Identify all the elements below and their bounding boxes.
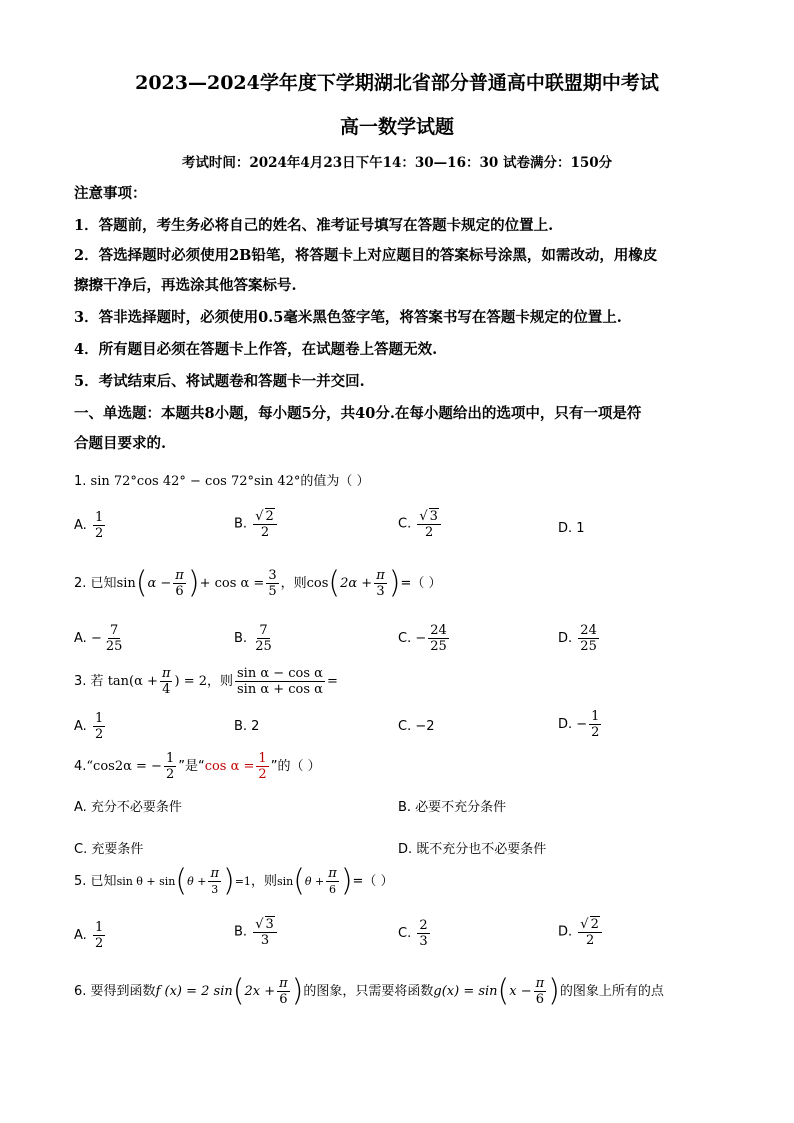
question-number: 2. bbox=[74, 576, 87, 591]
question-4: 4.“cos2α = − $\frac{1}{2}$ ”是“cos α = $\frac{1}{2}$ ”的（ ） bbox=[74, 751, 321, 782]
section-heading: 一、单选题：本题共8小题，每小题5分，共40分.在每小题给出的选项中，只有一项是符 bbox=[74, 405, 642, 422]
fraction: $\frac{√ 2}{2}$ bbox=[253, 508, 277, 540]
q2-option-b: B. $\frac{7}{25}$ bbox=[234, 623, 272, 654]
q3-option-a: A. $\frac{1}{2}$ bbox=[74, 711, 104, 742]
q4-option-b: B. 必要不充分条件 bbox=[398, 800, 507, 815]
notes-heading: 注意事项： bbox=[74, 185, 147, 202]
q5-option-a: A. $\frac{1}{2}$ bbox=[74, 920, 104, 951]
fraction: $\frac{√ 3}{2}$ bbox=[417, 508, 441, 540]
option-label: A. bbox=[74, 518, 87, 533]
q2-option-d: D. $\frac{24}{25}$ bbox=[558, 623, 597, 654]
note-2: 2．答选择题时必须使用2B铅笔，将答题卡上对应题目的答案标号涂黑，如需改动，用橡皮 bbox=[74, 247, 658, 264]
question-3: 3. 若 tan(α + $\frac{\pi}{4}$ ) = 2，则 $\frac{\text{sin α − cos α}}{\text{sin α + cos α}}$ = bbox=[74, 666, 338, 697]
q4-option-a: A. 充分不必要条件 bbox=[74, 800, 182, 815]
note-5: 5．考试结束后、将试题卷和答题卡一并交回. bbox=[74, 373, 365, 390]
q1-option-c bbox=[398, 508, 443, 540]
question-number: 4. bbox=[74, 759, 87, 774]
q2-option-c: C. − $\frac{24}{25}$ bbox=[398, 623, 447, 654]
q3-option-c: C. −2 bbox=[398, 719, 435, 734]
question-number: 3. bbox=[74, 674, 87, 689]
exam-title: 2023—2024学年度下学期湖北省部分普通高中联盟期中考试 bbox=[135, 72, 659, 94]
exam-info: 考试时间：2024年4月23日下午14：30—16：30 试卷满分：150分 bbox=[181, 155, 613, 171]
q1-option-b bbox=[234, 508, 279, 540]
question-stem: 的值为（ ） bbox=[300, 474, 370, 489]
q1-option-d: D. 1 bbox=[558, 521, 585, 536]
q4-option-d: D. 既不充分也不必要条件 bbox=[398, 842, 547, 857]
note-2-cont: 擦擦干净后，再选涂其他答案标号. bbox=[74, 277, 297, 294]
q2-option-a: A. − $\frac{7}{25}$ bbox=[74, 623, 123, 654]
note-1: 1．答题前，考生务必将自己的姓名、准考证号填写在答题卡规定的位置上. bbox=[74, 217, 554, 234]
q3-option-d: D. − $\frac{1}{2}$ bbox=[558, 709, 600, 740]
option-label: B. bbox=[234, 516, 248, 532]
math-expression: sin 72°cos 42° − cos 72°sin 42° bbox=[90, 474, 301, 489]
question-6: 6. 要得到函数f (x) = 2 sin(2x + $\frac{\pi}{6}$ )的图象，只需要将函数g(x) = sin(x − $\frac{\pi}{6}$ )的图象上所有的点 bbox=[74, 973, 664, 1009]
fraction: $\frac{1}{2}$ bbox=[94, 510, 104, 541]
section-heading-cont: 合题目要求的. bbox=[74, 435, 167, 452]
question-2: 2. 已知sin(α − $\frac{\pi}{6}$ )+ cos α = $\frac{3}{5}$ ，则cos(2α + $\frac{\pi}{3}$ )=（ ） bbox=[74, 565, 442, 601]
exam-subtitle: 高一数学试题 bbox=[339, 116, 454, 138]
q3-option-b: B. 2 bbox=[234, 719, 260, 734]
question-5: 5. 已知sin θ + sin(θ + $\frac{\pi}{3}$ )=1，则sin(θ + $\frac{\pi}{6}$ )=（ ） bbox=[74, 863, 394, 899]
q5-option-b: B. $\frac{√ 3}{3}$ bbox=[234, 916, 279, 948]
question-number: 6. bbox=[74, 984, 87, 999]
question-1 bbox=[74, 470, 370, 489]
question-number: 5. bbox=[74, 874, 87, 889]
q5-option-c: C. $\frac{2}{3}$ bbox=[398, 918, 428, 949]
question-number: 1. bbox=[74, 474, 87, 489]
q1-option-a bbox=[74, 510, 107, 541]
note-4: 4．所有题目必须在答题卡上作答，在试题卷上答题无效. bbox=[74, 341, 438, 358]
option-label: C. bbox=[398, 516, 412, 532]
q4-option-c: C. 充要条件 bbox=[74, 842, 144, 857]
q5-option-d: D. $\frac{√ 2}{2}$ bbox=[558, 916, 604, 948]
note-3: 3．答非选择题时，必须使用0.5毫米黑色签字笔，将答案书写在答题卡规定的位置上. bbox=[74, 309, 622, 326]
